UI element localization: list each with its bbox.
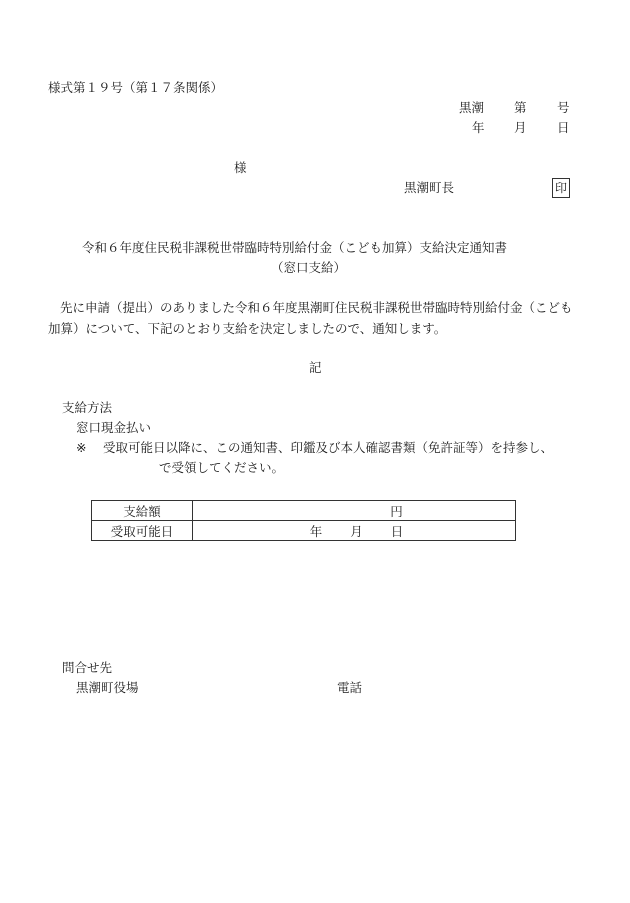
notice-subtitle: （窓口支給）	[271, 260, 347, 275]
date-day: 日	[557, 120, 570, 135]
table-row	[92, 521, 516, 541]
date-month: 月	[514, 120, 527, 135]
doc-number-go: 号	[557, 100, 570, 115]
receivable-date-year: 年	[309, 523, 323, 539]
payment-method: 窓口現金払い	[76, 420, 152, 435]
contact-office: 黒潮町役場	[76, 680, 139, 695]
sender-name: 黒潮町長	[404, 180, 455, 195]
payment-method-heading: 支給方法	[62, 400, 113, 415]
note-mark: ※	[76, 440, 87, 455]
doc-number-issuer: 黒潮	[459, 100, 485, 115]
ki-heading: 記	[309, 360, 322, 375]
note-line-2: で受領してください。	[159, 460, 285, 475]
receivable-date-value	[193, 521, 516, 541]
receivable-date-day: 日	[390, 523, 404, 539]
doc-number-dai: 第	[514, 100, 527, 115]
payment-table	[91, 500, 516, 541]
note-line-1: 受取可能日以降に、この通知書、印鑑及び本人確認書類（免許証等）を持参し、	[103, 440, 554, 455]
seal-stamp: 印	[552, 178, 570, 198]
contact-phone-label: 電話	[337, 680, 363, 695]
table-row	[92, 501, 516, 521]
amount-label: 支給額	[92, 501, 193, 521]
amount-value	[193, 501, 516, 521]
receivable-date-label: 受取可能日	[92, 521, 193, 541]
notice-title: 令和６年度住民税非課税世帯臨時特別給付金（こども加算）支給決定通知書	[82, 240, 508, 255]
receivable-date-month: 月	[350, 523, 363, 539]
amount-unit: 円	[390, 503, 403, 519]
notice-body: 先に申請（提出）のありました令和６年度黒潮町住民税非課税世帯臨時特別給付金（こども加算）について、下記のとおり支給を決定しましたので、通知します。	[48, 300, 573, 336]
form-number: 様式第１９号（第１７条関係）	[48, 80, 224, 95]
contact-heading: 問合せ先	[62, 660, 113, 675]
date-year: 年	[472, 120, 485, 135]
recipient-suffix: 様	[234, 160, 247, 175]
